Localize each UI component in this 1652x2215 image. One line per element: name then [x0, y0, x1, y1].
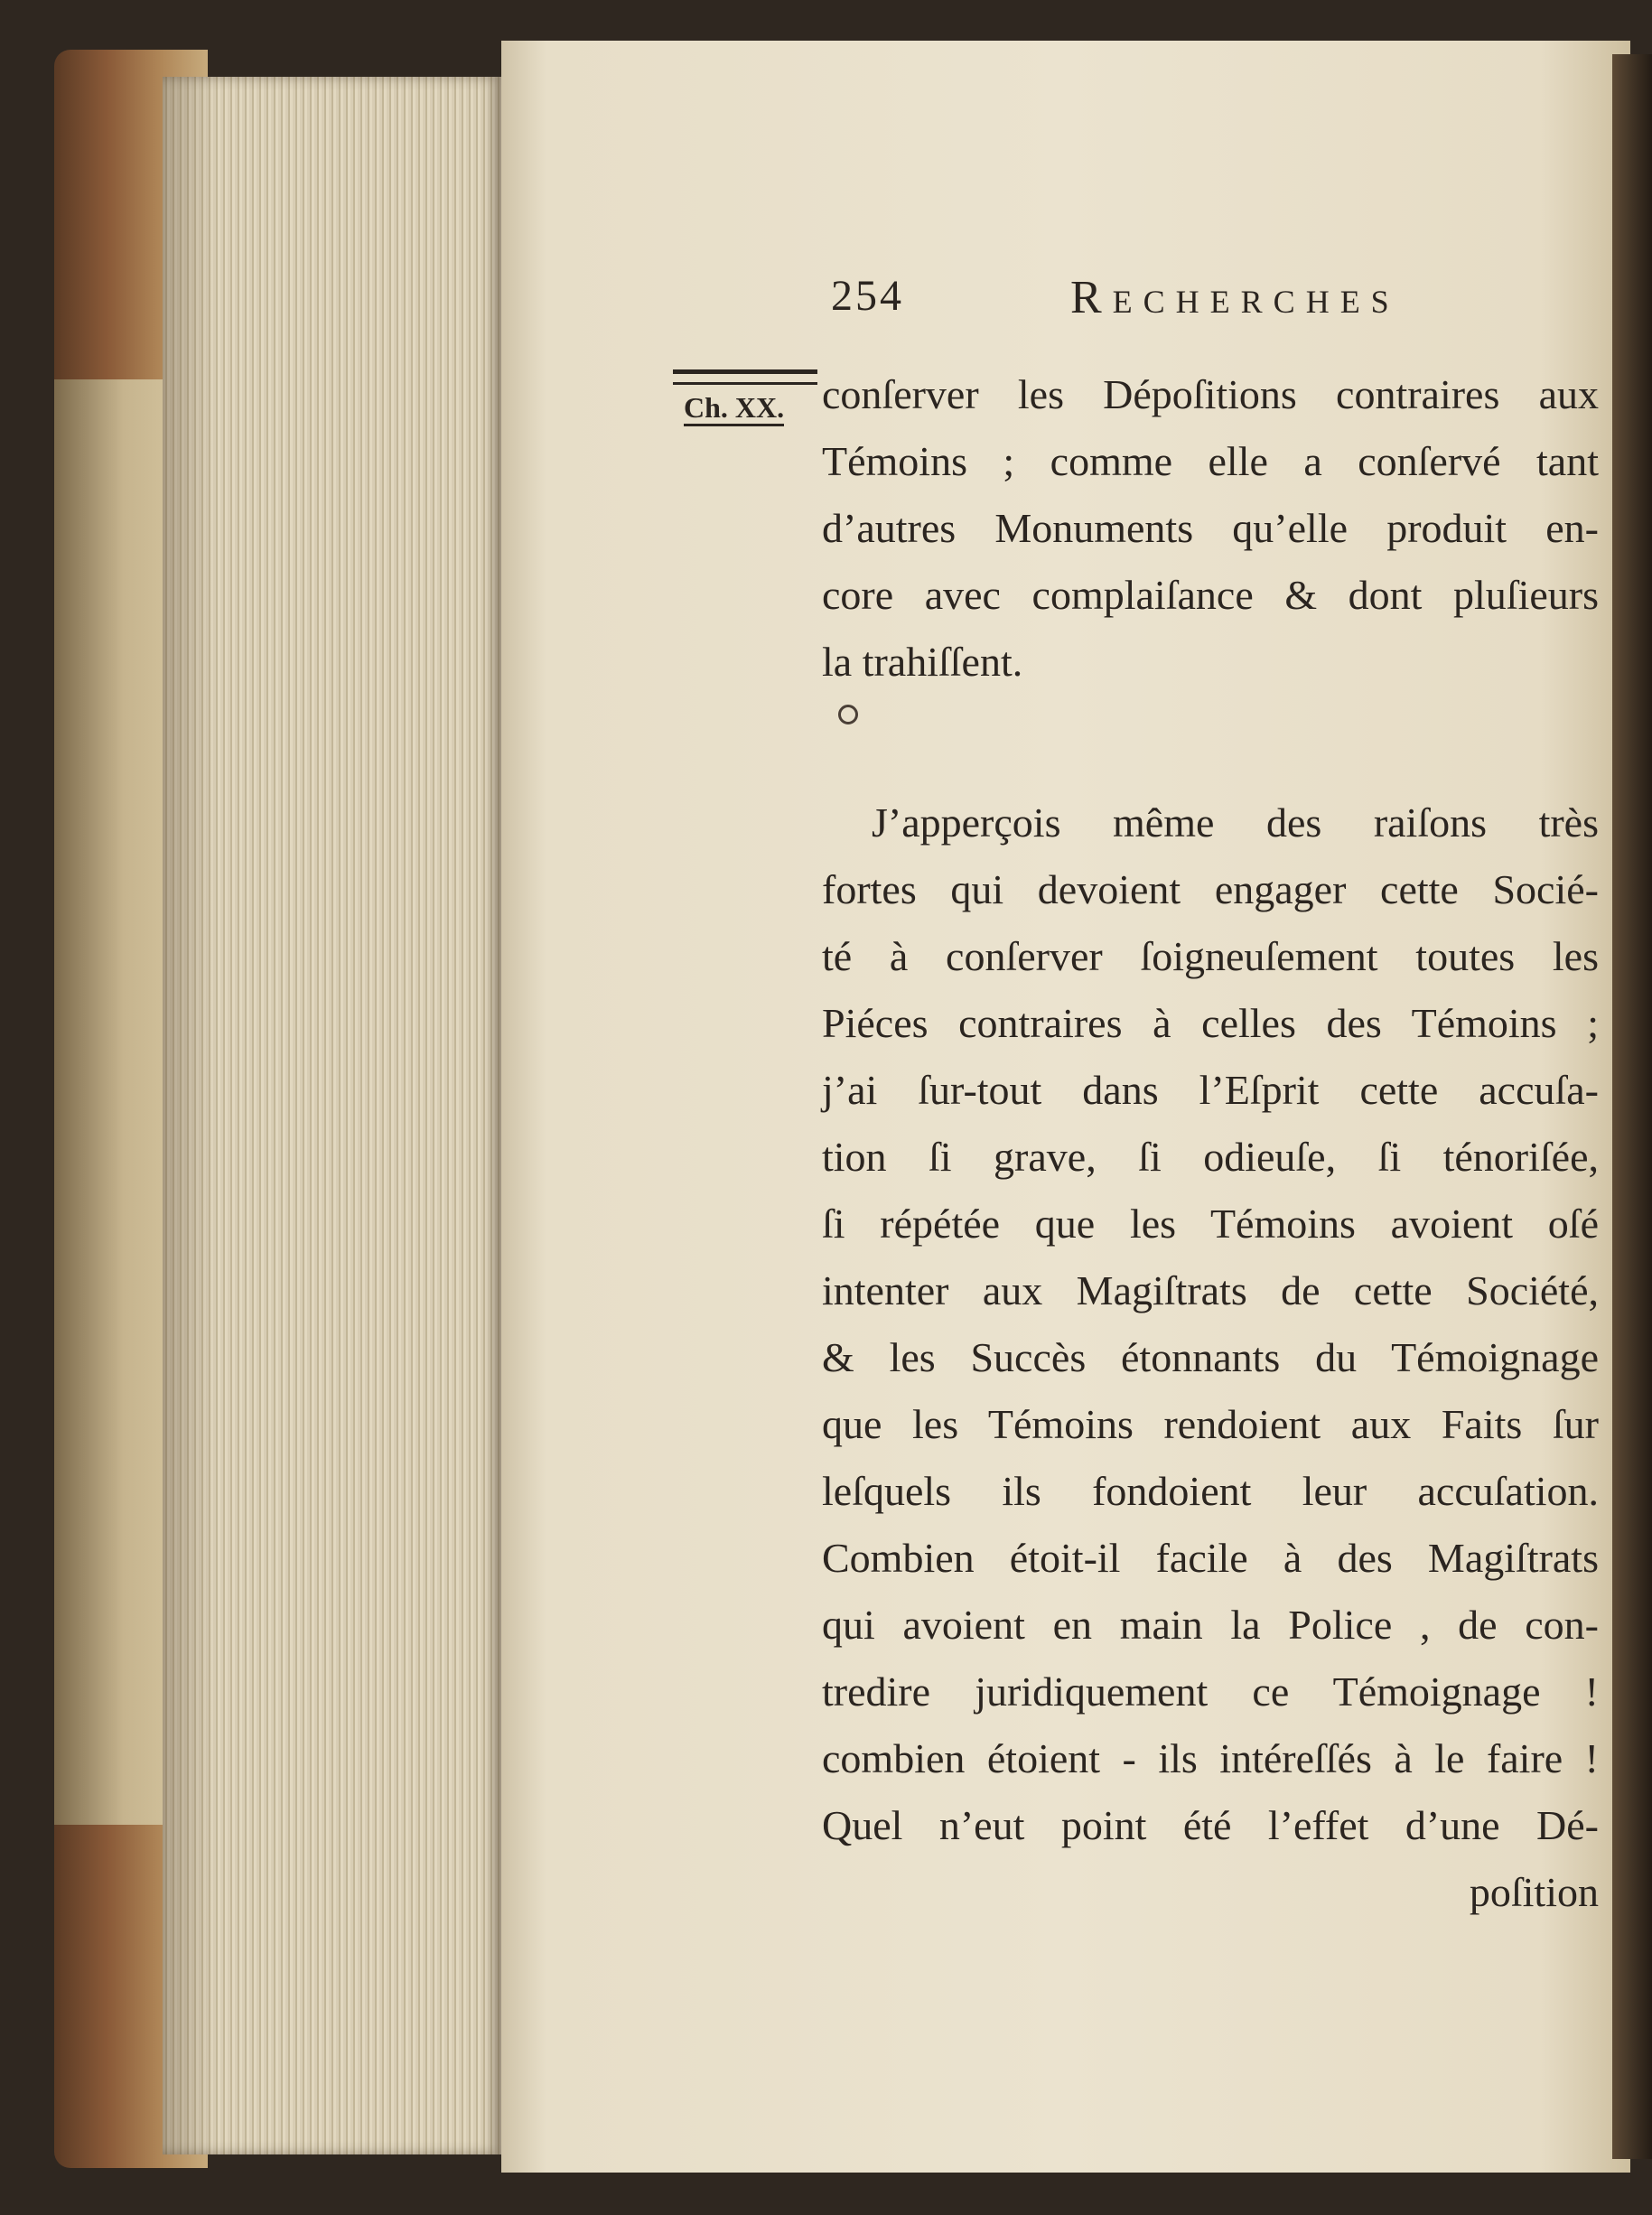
- page-block-shadow: [163, 77, 217, 2154]
- text-line: Piéces contraires à celles des Témoins ;: [822, 1000, 1599, 1046]
- text-line: & les Succès étonnants du Témoignage: [822, 1334, 1599, 1380]
- page-number: 254: [831, 272, 904, 320]
- text-line: leſquels ils fondoient leur accuſation.: [822, 1468, 1599, 1514]
- paragraph-gap: [822, 696, 1599, 790]
- text-line: j’ai ſur-tout dans l’Eſprit cette accuſa-: [822, 1067, 1599, 1113]
- chapter-marker: Ch. XX.: [684, 391, 784, 426]
- text-line: tredire juridiquement ce Témoignage !: [822, 1668, 1599, 1715]
- text-line: tion ſi grave, ſi odieuſe, ſi ténoriſée,: [822, 1134, 1599, 1180]
- text-line: conſerver les Dépoſitions contraires aux: [822, 371, 1599, 417]
- running-head: [831, 271, 1463, 325]
- text-line: que les Témoins rendoient aux Faits ſur: [822, 1401, 1599, 1447]
- text-line: Témoins ; comme elle a conſervé tant: [822, 438, 1599, 484]
- text-line: core avec complaiſance & dont pluſieurs: [822, 572, 1599, 618]
- page-gutter-edge: [1612, 54, 1652, 2159]
- catchword: poſition: [1469, 1869, 1599, 1915]
- text-line: d’autres Monuments qu’elle produit en-: [822, 505, 1599, 551]
- text-line: té à conſerver ſoigneuſement toutes les: [822, 933, 1599, 979]
- marginal-note: [673, 366, 826, 447]
- marginal-rule: [673, 369, 817, 385]
- body-text: [822, 361, 1599, 1926]
- running-title: Recherches: [1070, 272, 1400, 323]
- text-line: Combien étoit-il facile à des Magiſtrats: [822, 1535, 1599, 1581]
- text-line: J’apperçois même des raiſons très: [872, 799, 1599, 846]
- text-line: combien étoient - ils intéreſſés à le faire !: [822, 1735, 1599, 1781]
- text-line: fortes qui devoient engager cette Socié-: [822, 866, 1599, 912]
- text-line: ſi répétée que les Témoins avoient oſé: [822, 1201, 1599, 1247]
- text-line: la trahiſſent.: [822, 639, 1023, 685]
- text-line: qui avoient en main la Police , de con-: [822, 1602, 1599, 1648]
- text-line: Quel n’eut point été l’effet d’une Dé-: [822, 1802, 1599, 1848]
- text-line: intenter aux Magiſtrats de cette Société,: [822, 1267, 1599, 1313]
